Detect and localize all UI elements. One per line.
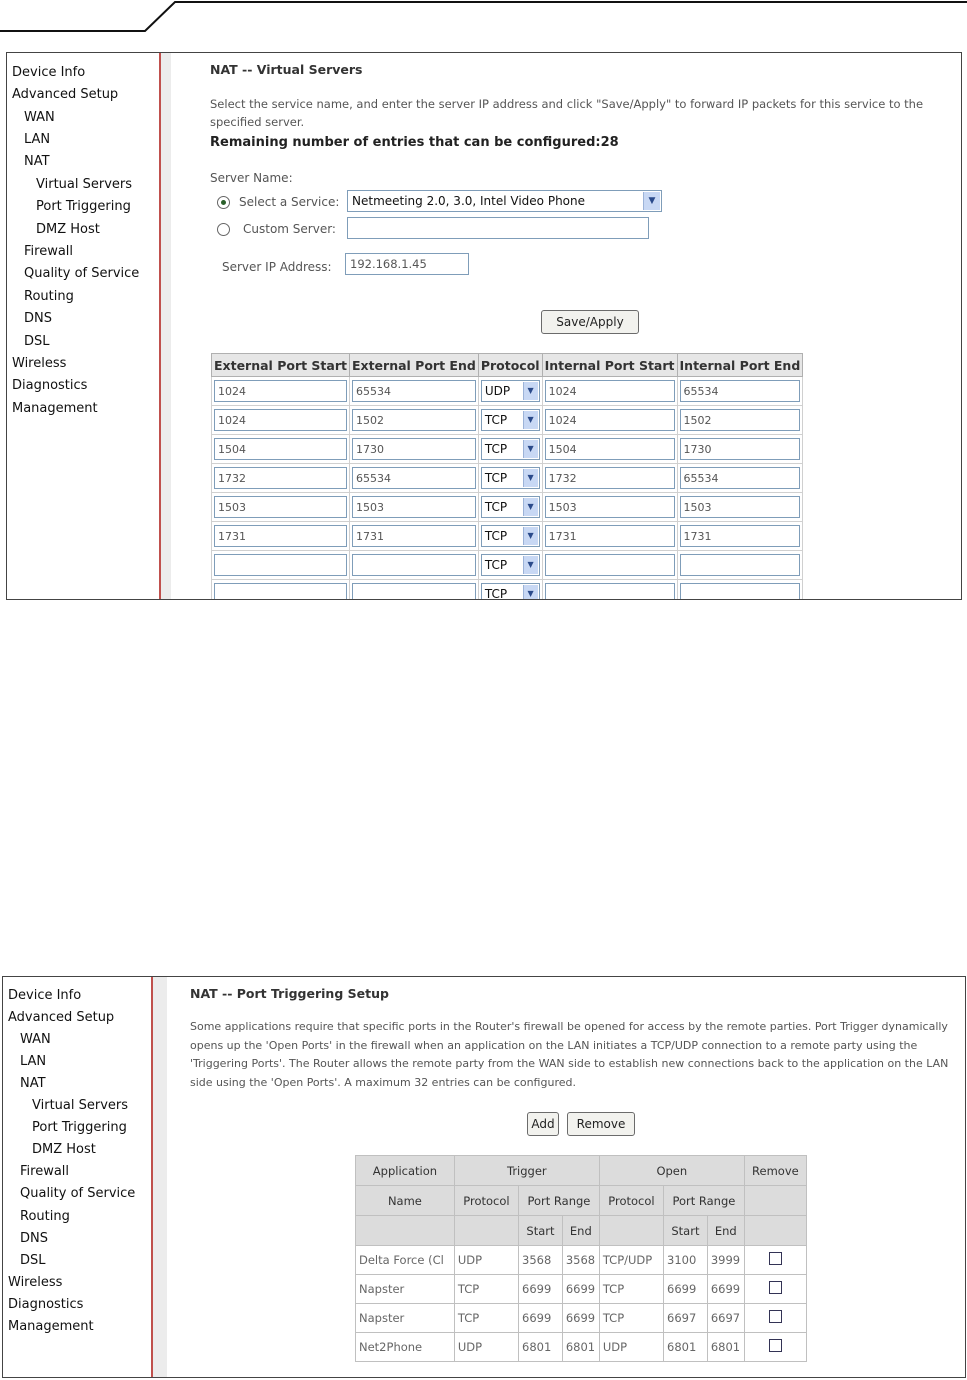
select-service-label: Select a Service: — [239, 195, 340, 209]
table-header-row — [356, 1186, 807, 1216]
table-cell: TCP — [599, 1304, 663, 1333]
port-input[interactable]: 1731 — [214, 525, 347, 547]
sidebar-item-device-info[interactable]: Device Info — [12, 65, 86, 80]
remove-checkbox[interactable] — [769, 1339, 782, 1352]
chevron-down-icon: ▼ — [523, 585, 538, 600]
service-select-value: Netmeeting 2.0, 3.0, Intel Video Phone — [352, 194, 586, 208]
table-cell: 6699 — [664, 1275, 708, 1304]
protocol-value: TCP — [484, 587, 508, 600]
port-input[interactable]: 1731 — [352, 525, 476, 547]
table-cell — [349, 435, 478, 464]
protocol-select[interactable] — [481, 583, 540, 600]
table-cell: TCP — [599, 1275, 663, 1304]
server-ip-label: Server IP Address: — [222, 260, 332, 274]
sidebar-item-management[interactable]: Management — [8, 1319, 94, 1334]
table-cell — [677, 580, 803, 601]
table-cell: 3999 — [707, 1246, 744, 1275]
page-description: Some applications require that specific ports in the Router's firewall be opened for access by the remote parties. Port Trigger dynamically opens up the 'Open Ports' in the firewall when an application on the LAN initiates a TCP/UDP connection to a remote party using the 'Triggering Ports'. The Router allows the remote party from the WAN side to establish new connections back to the application on the LAN side using the 'Open Ports'. A maximum 32 entries can be configured. — [190, 1020, 949, 1089]
table-cell — [478, 464, 542, 493]
column-header: Protocol — [478, 354, 542, 377]
remove-button[interactable]: Remove — [567, 1112, 635, 1136]
port-input[interactable]: 1730 — [680, 438, 801, 460]
sidebar-item-dmz-host[interactable]: DMZ Host — [32, 1142, 96, 1157]
table-row — [356, 1275, 807, 1304]
table-cell: 6699 — [562, 1275, 599, 1304]
sidebar-item-wan[interactable]: WAN — [20, 1032, 51, 1047]
column-header — [454, 1216, 518, 1246]
table-cell: 6697 — [707, 1304, 744, 1333]
table-row — [212, 435, 803, 464]
sidebar-item-dsl[interactable]: DSL — [24, 334, 50, 349]
protocol-value: TCP — [484, 558, 508, 572]
protocol-value: TCP — [484, 500, 508, 514]
protocol-value: UDP — [484, 384, 511, 398]
sidebar-item-qos[interactable]: Quality of Service — [20, 1186, 136, 1201]
sidebar-item-lan[interactable]: LAN — [24, 132, 51, 147]
table-cell — [677, 493, 803, 522]
table-cell — [542, 551, 677, 580]
column-header: Start — [519, 1216, 563, 1246]
page-title: NAT -- Virtual Servers — [210, 62, 363, 77]
table-cell — [349, 551, 478, 580]
table-cell — [212, 522, 350, 551]
column-header — [744, 1216, 806, 1246]
table-row — [212, 551, 803, 580]
sidebar-item-routing[interactable]: Routing — [20, 1209, 70, 1224]
sidebar-item-management[interactable]: Management — [12, 401, 98, 416]
table-cell — [744, 1333, 806, 1362]
table-row — [212, 377, 803, 406]
table-cell: TCP — [454, 1275, 518, 1304]
protocol-select[interactable] — [481, 496, 540, 518]
table-header-row — [212, 354, 803, 377]
sidebar-item-wireless[interactable]: Wireless — [12, 356, 67, 371]
port-input[interactable]: 1504 — [545, 438, 675, 460]
column-header — [356, 1216, 455, 1246]
sidebar-item-dns[interactable]: DNS — [20, 1231, 48, 1246]
column-header: External Port End — [349, 354, 478, 377]
table-cell — [349, 580, 478, 601]
sidebar-item-virtual-servers[interactable]: Virtual Servers — [32, 1098, 129, 1113]
table-cell: 3568 — [519, 1246, 563, 1275]
protocol-value: TCP — [484, 471, 508, 485]
column-header: Protocol — [454, 1186, 518, 1216]
custom-server-label: Custom Server: — [243, 222, 336, 236]
sidebar-nav — [7, 53, 161, 599]
table-row — [212, 580, 803, 601]
table-cell: Net2Phone — [356, 1333, 455, 1362]
column-header: Open — [599, 1156, 744, 1186]
table-cell: UDP — [599, 1333, 663, 1362]
column-header: Port Range — [664, 1186, 745, 1216]
chevron-down-icon: ▼ — [523, 498, 538, 516]
protocol-value: TCP — [484, 442, 508, 456]
port-input[interactable]: 1024 — [545, 409, 675, 431]
table-cell — [542, 435, 677, 464]
port-input[interactable]: 65534 — [352, 380, 476, 402]
table-row — [356, 1333, 807, 1362]
chevron-down-icon: ▼ — [523, 556, 538, 574]
header-divider — [0, 0, 967, 40]
table-cell: Delta Force (Cl — [356, 1246, 455, 1275]
table-cell — [478, 435, 542, 464]
port-input[interactable] — [680, 554, 801, 576]
sidebar-item-diagnostics[interactable]: Diagnostics — [8, 1297, 84, 1312]
table-cell — [349, 522, 478, 551]
port-input[interactable]: 1732 — [214, 467, 347, 489]
save-apply-button[interactable]: Save/Apply — [541, 310, 639, 334]
table-cell: 3100 — [664, 1246, 708, 1275]
table-cell — [744, 1304, 806, 1333]
port-input[interactable]: 65534 — [680, 467, 801, 489]
table-cell: 6699 — [519, 1304, 563, 1333]
port-input[interactable]: 65534 — [680, 380, 801, 402]
table-header-row — [356, 1216, 807, 1246]
sidebar-item-lan[interactable]: LAN — [20, 1054, 47, 1069]
port-input[interactable]: 1503 — [352, 496, 476, 518]
remaining-entries: Remaining number of entries that can be configured:28 — [210, 135, 619, 150]
sidebar-item-qos[interactable]: Quality of Service — [24, 266, 140, 281]
custom-server-input[interactable] — [347, 217, 649, 239]
port-input[interactable]: 1730 — [352, 438, 476, 460]
table-cell — [212, 464, 350, 493]
virtual-servers-screenshot — [6, 52, 962, 600]
table-cell — [349, 377, 478, 406]
table-cell — [744, 1246, 806, 1275]
chevron-down-icon: ▼ — [523, 440, 538, 458]
column-header: External Port Start — [212, 354, 350, 377]
page-description: Select the service name, and enter the server IP address and click "Save/Apply" to forward IP packets for this service to the specified server. — [210, 97, 924, 129]
port-input[interactable]: 1024 — [545, 380, 675, 402]
content-gutter — [153, 977, 167, 1377]
table-cell — [542, 464, 677, 493]
table-cell: 3568 — [562, 1246, 599, 1275]
table-cell — [478, 522, 542, 551]
sidebar-item-advanced-setup[interactable]: Advanced Setup — [12, 87, 119, 102]
port-input[interactable]: 1504 — [214, 438, 347, 460]
remove-checkbox[interactable] — [769, 1281, 782, 1294]
table-cell — [478, 406, 542, 435]
sidebar-item-device-info[interactable]: Device Info — [8, 988, 82, 1003]
protocol-select[interactable] — [481, 409, 540, 431]
table-cell — [542, 522, 677, 551]
server-ip-input[interactable]: 192.168.1.45 — [345, 253, 469, 275]
sidebar-item-diagnostics[interactable]: Diagnostics — [12, 378, 88, 393]
add-button[interactable]: Add — [527, 1112, 559, 1136]
sidebar-item-virtual-servers[interactable]: Virtual Servers — [36, 177, 133, 192]
protocol-value: TCP — [484, 529, 508, 543]
sidebar-item-nat[interactable]: NAT — [24, 154, 50, 169]
table-cell — [212, 580, 350, 601]
table-cell — [478, 580, 542, 601]
protocol-select[interactable] — [481, 554, 540, 576]
column-header: Name — [356, 1186, 455, 1216]
sidebar-item-dmz-host[interactable]: DMZ Host — [36, 222, 100, 237]
remove-checkbox[interactable] — [769, 1310, 782, 1323]
table-cell — [677, 522, 803, 551]
sidebar-item-dsl[interactable]: DSL — [20, 1253, 46, 1268]
table-cell — [542, 377, 677, 406]
table-cell — [212, 551, 350, 580]
table-header-row — [356, 1156, 807, 1186]
table-cell: 6801 — [519, 1333, 563, 1362]
chevron-down-icon: ▼ — [523, 411, 538, 429]
port-input[interactable]: 1503 — [214, 496, 347, 518]
chevron-down-icon: ▼ — [523, 382, 538, 400]
table-row — [356, 1246, 807, 1275]
server-name-label: Server Name: — [210, 171, 293, 185]
column-header — [599, 1216, 663, 1246]
table-row — [212, 493, 803, 522]
table-cell — [542, 406, 677, 435]
port-input[interactable]: 1024 — [214, 409, 347, 431]
table-cell: TCP — [454, 1304, 518, 1333]
column-header: Internal Port End — [677, 354, 803, 377]
port-input[interactable] — [545, 554, 675, 576]
port-input[interactable] — [680, 583, 801, 600]
sidebar-item-firewall[interactable]: Firewall — [20, 1164, 70, 1179]
sidebar-item-dns[interactable]: DNS — [24, 311, 52, 326]
table-cell: Napster — [356, 1304, 455, 1333]
port-input[interactable] — [214, 554, 347, 576]
content-gutter — [161, 53, 171, 599]
column-header: Port Range — [519, 1186, 600, 1216]
table-cell — [677, 406, 803, 435]
table-cell — [478, 551, 542, 580]
table-cell: UDP — [454, 1246, 518, 1275]
table-cell — [478, 493, 542, 522]
column-header: End — [562, 1216, 599, 1246]
table-cell: TCP/UDP — [599, 1246, 663, 1275]
port-input[interactable]: 1503 — [545, 496, 675, 518]
table-cell — [677, 435, 803, 464]
column-header: Start — [664, 1216, 708, 1246]
table-row — [212, 464, 803, 493]
protocol-select[interactable] — [481, 380, 540, 402]
table-cell — [349, 406, 478, 435]
remove-checkbox[interactable] — [769, 1252, 782, 1265]
table-row — [212, 406, 803, 435]
table-cell — [212, 406, 350, 435]
virtual-servers-table — [211, 353, 803, 600]
column-header: Remove — [744, 1156, 806, 1186]
page-title: NAT -- Port Triggering Setup — [190, 986, 389, 1001]
table-cell — [677, 377, 803, 406]
port-input[interactable]: 65534 — [352, 467, 476, 489]
protocol-value: TCP — [484, 413, 508, 427]
port-input[interactable]: 1732 — [545, 467, 675, 489]
port-triggering-screenshot — [2, 976, 966, 1378]
table-cell — [542, 493, 677, 522]
port-input[interactable] — [545, 583, 675, 600]
port-input[interactable]: 1024 — [214, 380, 347, 402]
table-cell — [478, 377, 542, 406]
table-cell: UDP — [454, 1333, 518, 1362]
column-header: Internal Port Start — [542, 354, 677, 377]
sidebar-item-port-triggering[interactable]: Port Triggering — [32, 1120, 127, 1135]
table-cell — [677, 551, 803, 580]
table-cell — [212, 435, 350, 464]
sidebar-item-nat[interactable]: NAT — [20, 1076, 46, 1091]
port-input[interactable]: 1731 — [680, 525, 801, 547]
sidebar-item-port-triggering[interactable]: Port Triggering — [36, 199, 131, 214]
table-cell — [212, 493, 350, 522]
table-cell — [542, 580, 677, 601]
protocol-select[interactable] — [481, 467, 540, 489]
port-input[interactable]: 1503 — [680, 496, 801, 518]
table-row — [356, 1304, 807, 1333]
table-cell — [744, 1275, 806, 1304]
sidebar-item-wireless[interactable]: Wireless — [8, 1275, 63, 1290]
sidebar-item-firewall[interactable]: Firewall — [24, 244, 74, 259]
column-header — [744, 1186, 806, 1216]
table-cell: 6699 — [562, 1304, 599, 1333]
column-header: End — [707, 1216, 744, 1246]
table-cell: 6801 — [664, 1333, 708, 1362]
table-cell — [349, 464, 478, 493]
chevron-down-icon: ▼ — [643, 192, 660, 210]
port-input[interactable] — [214, 583, 347, 600]
table-cell — [212, 377, 350, 406]
table-cell: 6801 — [562, 1333, 599, 1362]
port-input[interactable] — [352, 554, 476, 576]
custom-server-radio[interactable] — [217, 223, 230, 236]
port-triggering-table — [355, 1155, 807, 1362]
table-cell: 6699 — [519, 1275, 563, 1304]
port-input[interactable]: 1502 — [680, 409, 801, 431]
service-select[interactable] — [347, 190, 662, 212]
protocol-select[interactable] — [481, 525, 540, 547]
column-header: Application — [356, 1156, 455, 1186]
table-cell — [677, 464, 803, 493]
column-header: Protocol — [599, 1186, 663, 1216]
sidebar-item-routing[interactable]: Routing — [24, 289, 74, 304]
select-service-radio[interactable] — [217, 196, 230, 209]
protocol-select[interactable] — [481, 438, 540, 460]
table-cell: 6699 — [707, 1275, 744, 1304]
table-cell: Napster — [356, 1275, 455, 1304]
table-cell: 6801 — [707, 1333, 744, 1362]
port-input[interactable]: 1502 — [352, 409, 476, 431]
table-cell: 6697 — [664, 1304, 708, 1333]
sidebar-item-advanced-setup[interactable]: Advanced Setup — [8, 1010, 115, 1025]
table-cell — [349, 493, 478, 522]
virtual-servers-content — [171, 53, 961, 599]
sidebar-item-wan[interactable]: WAN — [24, 110, 55, 125]
port-triggering-content — [167, 977, 965, 1377]
sidebar-nav — [3, 977, 153, 1377]
chevron-down-icon: ▼ — [523, 527, 538, 545]
port-input[interactable]: 1731 — [545, 525, 675, 547]
column-header: Trigger — [454, 1156, 599, 1186]
chevron-down-icon: ▼ — [523, 469, 538, 487]
port-input[interactable] — [352, 583, 476, 600]
table-row — [212, 522, 803, 551]
